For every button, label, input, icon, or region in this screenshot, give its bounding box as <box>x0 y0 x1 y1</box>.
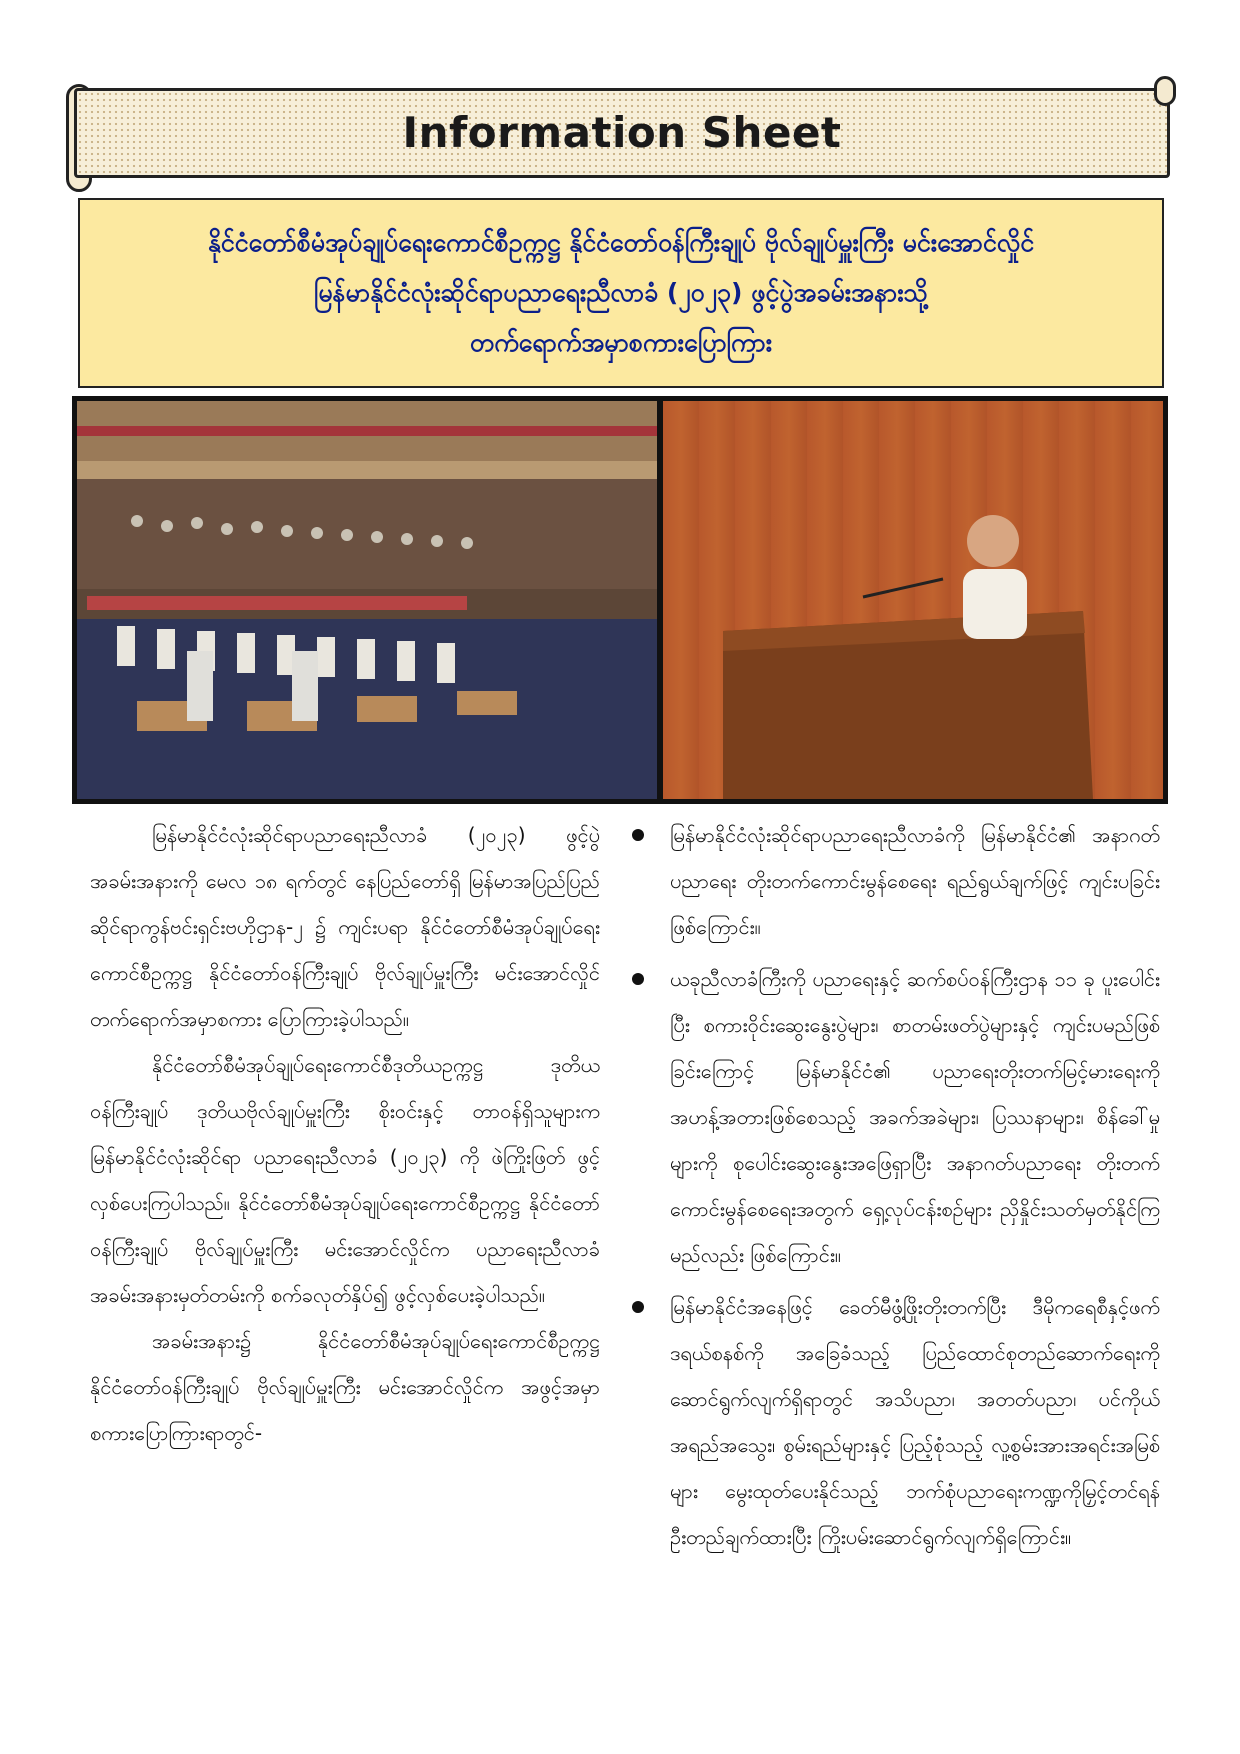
speaker-illustration <box>663 401 1163 799</box>
bullet-text: ယခုညီလာခံကြီးကို ပညာရေးနှင့် ဆက်စပ်ဝန်ကြီးဌာန ၁၁ ခု ပူးပေါင်းပြီး စကားဝိုင်းဆွေးနွေးပွဲများ၊ စာတမ်းဖတ်ပွဲများနှင့် ကျင်းပမည်ဖြစ်ခြင်းကြောင့် မြန်မာနိုင်ငံ၏ ပညာရေးတိုးတက်မြင့်မားရေးကို အဟန့်အတားဖြစ်စေသည့် အခက်အခဲများ၊ ပြဿနာများ၊ စိန်ခေါ်မှုများကို စုပေါင်းဆွေးနွေးအဖြေရှာပြီး အနာဂတ်ပညာရေး တိုးတက်ကောင်းမွန်စေရေးအတွက် ရှေ့လုပ်ငန်းစဉ်များ ညှိနှိုင်းသတ်မှတ်နိုင်ကြမည်လည်း ဖြစ်ကြောင်း။ <box>670 967 1160 1267</box>
photo-speaker <box>663 401 1163 799</box>
page-title: Information Sheet <box>402 108 842 157</box>
headline-line-1: နိုင်ငံတော်စီမံအုပ်ချုပ်ရေးကောင်စီဥက္ကဋ္ဌ နိုင်ငံတော်ဝန်ကြီးချုပ် ဗိုလ်ချုပ်မှူးကြီး မင်းအောင်လှိုင် <box>207 228 1035 257</box>
headline-box <box>78 198 1164 388</box>
bullet-dot-icon <box>632 829 644 841</box>
body-paragraph-2: နိုင်ငံတော်စီမံအုပ်ချုပ်ရေးကောင်စီဒုတိယဥက္ကဋ္ဌ ဒုတိယဝန်ကြီးချုပ် ဒုတိယဗိုလ်ချုပ်မှူးကြီး စိုးဝင်းနှင့် တာဝန်ရှိသူများက မြန်မာနိုင်ငံလုံးဆိုင်ရာ ပညာရေးညီလာခံ (၂၀၂၃) ကို ဖဲကြိုးဖြတ် ဖွင့်လှစ်ပေးကြပါသည်။ နိုင်ငံတော်စီမံအုပ်ချုပ်ရေးကောင်စီဥက္ကဋ္ဌ နိုင်ငံတော်ဝန်ကြီးချုပ် ဗိုလ်ချုပ်မှူးကြီး မင်းအောင်လှိုင်က ပညာရေးညီလာခံ အခမ်းအနားမှတ်တမ်းကို စက်ခလုတ်နှိပ်၍ ဖွင့်လှစ်ပေးခဲ့ပါသည်။ <box>90 1053 600 1307</box>
bullet-item <box>630 1284 1160 1560</box>
photo-frame <box>72 396 1168 804</box>
right-column <box>630 812 1160 1566</box>
bullet-item <box>630 812 1160 950</box>
body-paragraph-1: မြန်မာနိုင်ငံလုံးဆိုင်ရာပညာရေးညီလာခံ (၂၀၂၃) ဖွင့်ပွဲအခမ်းအနားကို မေလ ၁၈ ရက်တွင် နေပြည်တော်ရှိ မြန်မာအပြည်ပြည်ဆိုင်ရာကွန်ဗင်းရှင်းဗဟိုဌာန-၂ ၌ ကျင်းပရာ နိုင်ငံတော်စီမံအုပ်ချုပ်ရေးကောင်စီဥက္ကဋ္ဌ နိုင်ငံတော်ဝန်ကြီးချုပ် ဗိုလ်ချုပ်မှူးကြီး မင်းအောင်လှိုင် တက်ရောက်အမှာစကား ပြောကြားခဲ့ပါသည်။ <box>90 823 600 1031</box>
bullet-dot-icon <box>632 1301 644 1313</box>
bullet-dot-icon <box>632 973 644 985</box>
auditorium-illustration <box>77 401 657 799</box>
headline-line-3: တက်ရောက်အမှာစကားပြောကြား <box>469 328 773 357</box>
photo-auditorium <box>77 401 657 799</box>
scroll-curl-right <box>1154 76 1176 106</box>
bullet-text: မြန်မာနိုင်ငံအနေဖြင့် ခေတ်မီဖွံ့ဖြိုးတိုးတက်ပြီး ဒီမိုကရေစီနှင့်ဖက်ဒရယ်စနစ်ကို အခြေခံသည့် ပြည်ထောင်စုတည်ဆောက်ရေးကို ဆောင်ရွက်လျက်ရှိရာတွင် အသိပညာ၊ အတတ်ပညာ၊ ပင်ကိုယ်အရည်အသွေး၊ စွမ်းရည်များနှင့် ပြည့်စုံသည့် လူ့စွမ်းအားအရင်းအမြစ်များ မွေးထုတ်ပေးနိုင်သည့် ဘက်စုံပညာရေးကဏ္ဍကိုမြှင့်တင်ရန် ဦးတည်ချက်ထားပြီး ကြိုးပမ်းဆောင်ရွက်လျက်ရှိကြောင်း။ <box>670 1295 1160 1549</box>
bullet-item <box>630 956 1160 1278</box>
left-column <box>90 812 600 1456</box>
bullet-text: မြန်မာနိုင်ငံလုံးဆိုင်ရာပညာရေးညီလာခံကို မြန်မာနိုင်ငံ၏ အနာဂတ်ပညာရေး တိုးတက်ကောင်းမွန်စေရေး ရည်ရွယ်ချက်ဖြင့် ကျင်းပခြင်းဖြစ်ကြောင်း။ <box>670 823 1160 939</box>
headline-line-2: မြန်မာနိုင်ငံလုံးဆိုင်ရာပညာရေးညီလာခံ (၂၀၂၃) ဖွင့်ပွဲအခမ်းအနားသို့ <box>314 278 928 307</box>
body-paragraph-3: အခမ်းအနား၌ နိုင်ငံတော်စီမံအုပ်ချုပ်ရေးကောင်စီဥက္ကဋ္ဌ နိုင်ငံတော်ဝန်ကြီးချုပ် ဗိုလ်ချုပ်မှူးကြီး မင်းအောင်လှိုင်က အဖွင့်အမှာစကားပြောကြားရာတွင်- <box>90 1329 600 1445</box>
